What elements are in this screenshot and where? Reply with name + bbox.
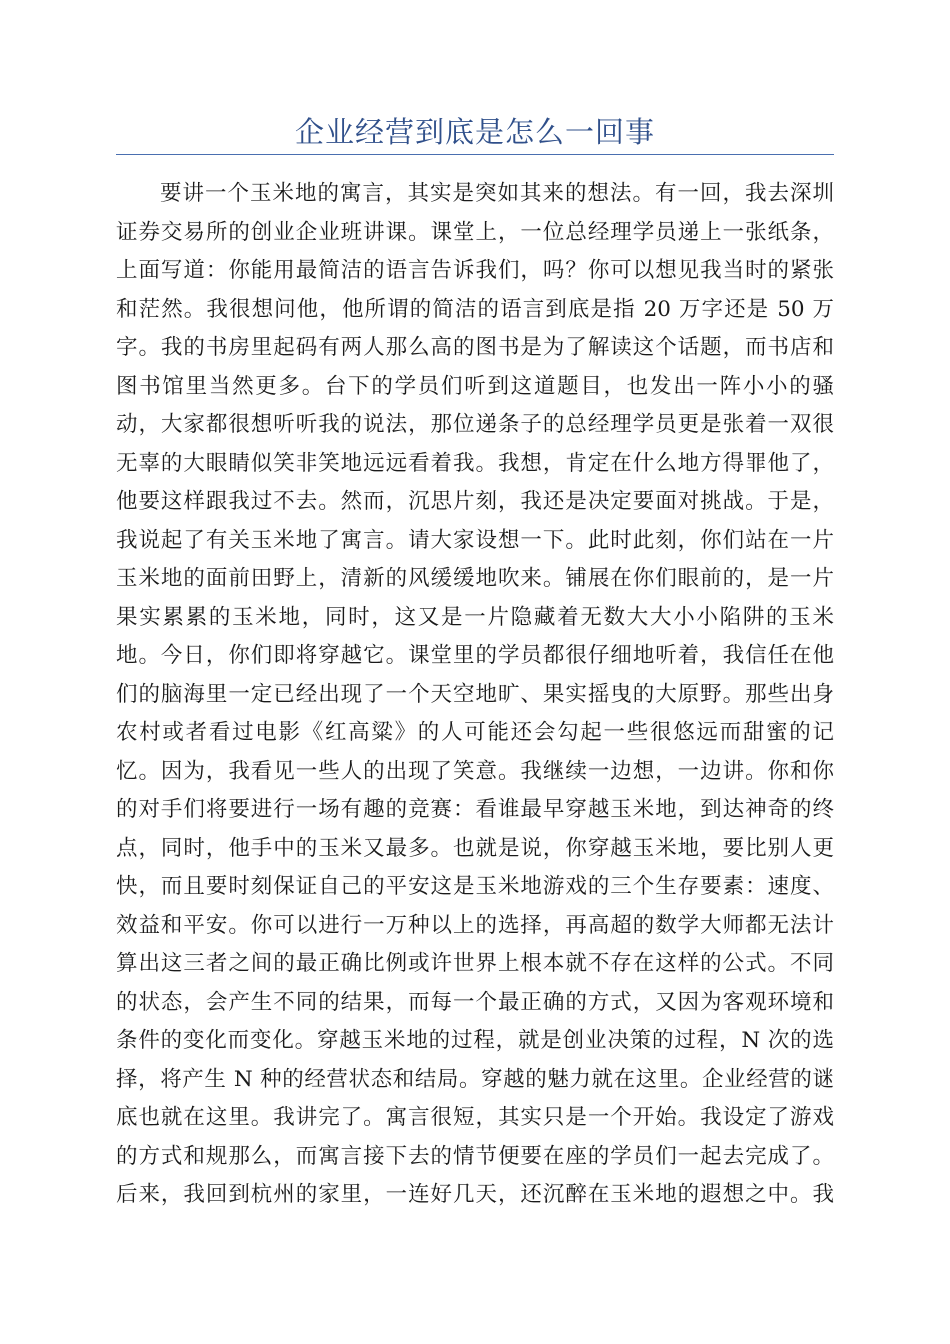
body-line: 和茫然。我很想问他，他所谓的简洁的语言到底是指 20 万字还是 50 万 bbox=[116, 296, 834, 322]
body-line: 忆。因为，我看见一些人的出现了笑意。我继续一边想，一边讲。你和你 bbox=[116, 758, 834, 784]
body-line: 算出这三者之间的最正确比例或许世界上根本就不存在这样的公式。不同 bbox=[116, 951, 834, 976]
body-line: 上面写道：你能用最简洁的语言告诉我们，吗？你可以想见我当时的紧张 bbox=[116, 258, 834, 283]
body-line: 地。今日，你们即将穿越它。课堂里的学员都很仔细地听着，我信任在他 bbox=[116, 643, 834, 668]
body-line: 农村或者看过电影《红高粱》的人可能还会勾起一些很悠远而甜蜜的记 bbox=[116, 720, 834, 745]
body-line: 择，将产生 N 种的经营状态和结局。穿越的魅力就在这里。企业经营的谜 bbox=[116, 1066, 834, 1092]
document-title: 企业经营到底是怎么一回事 bbox=[294, 115, 655, 149]
body-line: 的状态，会产生不同的结果，而每一个最正确的方式，又因为客观环境和 bbox=[116, 989, 834, 1015]
body-line: 动，大家都很想听听我的说法，那位递条子的总经理学员更是张着一双很 bbox=[116, 412, 834, 437]
body-line: 效益和平安。你可以进行一万种以上的选择，再高超的数学大师都无法计 bbox=[116, 912, 834, 938]
body-line: 我说起了有关玉米地了寓言。请大家设想一下。此时此刻，你们站在一片 bbox=[116, 527, 834, 553]
body-line: 字。我的书房里起码有两人那么高的图书是为了解读这个话题，而书店和 bbox=[116, 335, 834, 360]
body-line: 后来，我回到杭州的家里，一连好几天，还沉醉在玉米地的遐想之中。我 bbox=[116, 1182, 834, 1207]
body-line: 证券交易所的创业企业班讲课。课堂上，一位总经理学员递上一张纸条， bbox=[116, 219, 834, 245]
body-line: 他要这样跟我过不去。然而，沉思片刻，我还是决定要面对挑战。于是， bbox=[116, 489, 834, 514]
document-body bbox=[116, 175, 834, 1215]
body-line: 快，而且要时刻保证自己的平安这是玉米地游戏的三个生存要素：速度、 bbox=[116, 874, 834, 899]
body-line: 点，同时，他手中的玉米又最多。也就是说，你穿越玉米地，要比别人更 bbox=[116, 835, 834, 861]
body-line: 条件的变化而变化。穿越玉米地的过程，就是创业决策的过程，N 次的选 bbox=[116, 1028, 834, 1053]
body-line: 果实累累的玉米地，同时，这又是一片隐藏着无数大大小小陷阱的玉米 bbox=[116, 604, 834, 630]
body-line: 们的脑海里一定已经出现了一个天空地旷、果实摇曳的大原野。那些出身 bbox=[116, 681, 834, 707]
title-underline bbox=[116, 154, 834, 155]
body-line: 无辜的大眼睛似笑非笑地远远看着我。我想，肯定在什么地方得罪他了， bbox=[116, 450, 834, 476]
body-line: 玉米地的面前田野上，清新的风缓缓地吹来。铺展在你们眼前的，是一片 bbox=[116, 566, 834, 591]
body-line: 的方式和规那么，而寓言接下去的情节便要在座的学员们一起去完成了。 bbox=[116, 1143, 834, 1169]
body-line: 的对手们将要进行一场有趣的竞赛：看谁最早穿越玉米地，到达神奇的终 bbox=[116, 797, 834, 822]
body-line: 底也就在这里。我讲完了。寓言很短，其实只是一个开始。我设定了游戏 bbox=[116, 1105, 834, 1130]
body-line: 图书馆里当然更多。台下的学员们听到这道题目，也发出一阵小小的骚 bbox=[116, 373, 834, 399]
body-line: 要讲一个玉米地的寓言，其实是突如其来的想法。有一回，我去深圳 bbox=[160, 181, 834, 206]
